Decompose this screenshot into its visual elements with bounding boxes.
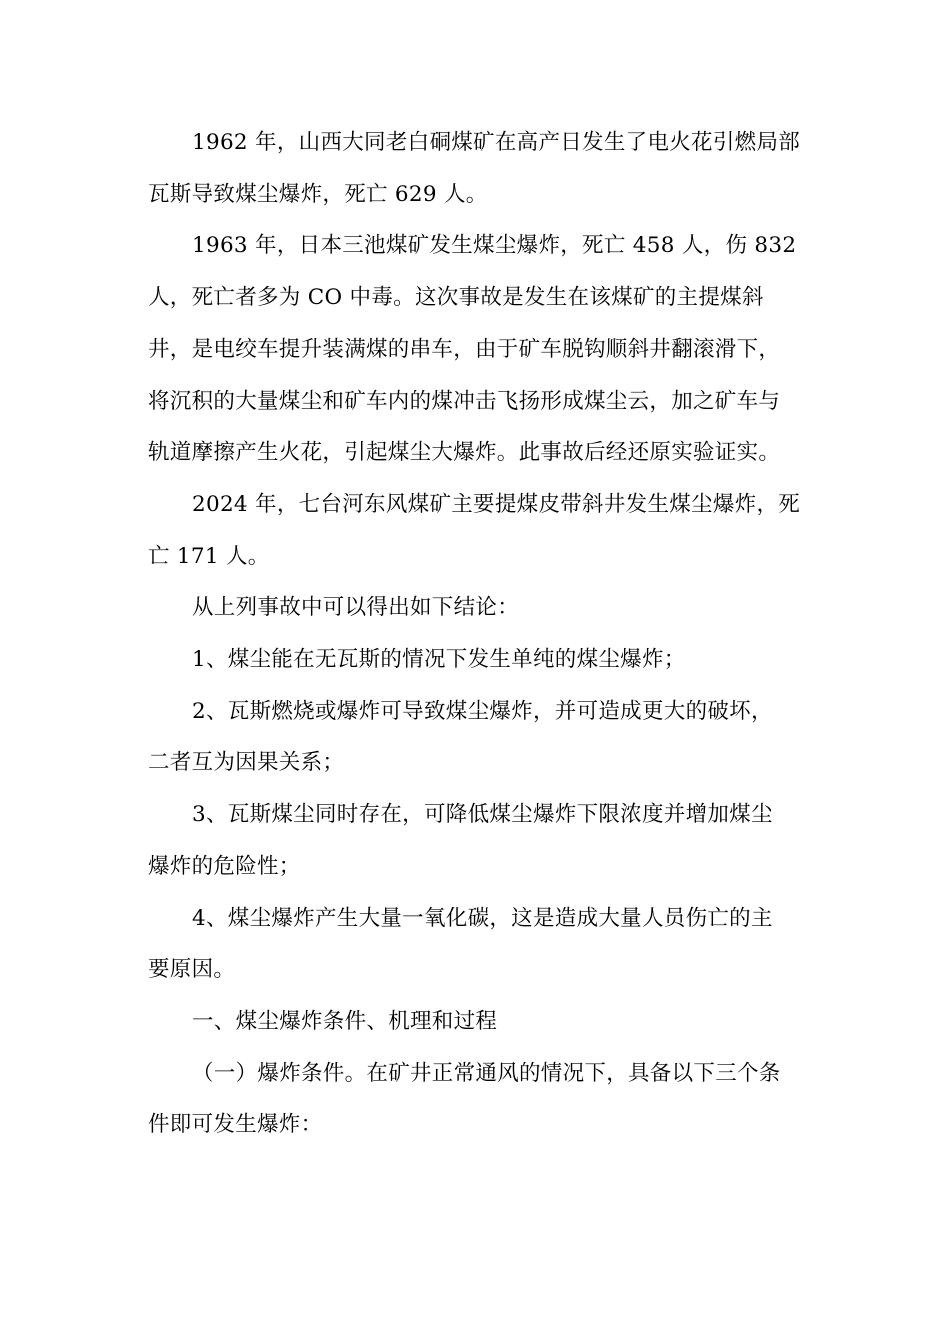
text-line: 要原因。 (148, 957, 236, 983)
conclusion-item-1 (148, 634, 808, 686)
subsection-explosion-conditions (148, 1048, 808, 1151)
text-line: 二者互为因果关系； (148, 750, 345, 776)
paragraph-2024-qitaihe (148, 479, 808, 582)
paragraph-conclusion-intro (148, 582, 808, 634)
text-line: 2024 年，七台河东风煤矿主要提煤皮带斜井发生煤尘爆炸，死 (192, 491, 801, 517)
text-line: 人，死亡者多为 CO 中毒。这次事故是发生在该煤矿的主提煤斜 (148, 285, 764, 311)
text-line: 1963 年，日本三池煤矿发生煤尘爆炸，死亡 458 人，伤 832 (192, 233, 797, 259)
section-heading-1 (148, 996, 808, 1048)
text-line: （一）爆炸条件。在矿井正常通风的情况下，具备以下三个条 (192, 1060, 781, 1086)
text-line: 瓦斯导致煤尘爆炸，死亡 629 人。 (148, 181, 488, 207)
text-line: 3、瓦斯煤尘同时存在，可降低煤尘爆炸下限浓度并增加煤尘 (192, 802, 773, 828)
text-line: 爆炸的危险性； (148, 853, 301, 879)
conclusion-item-2 (148, 686, 808, 789)
text-line: 亡 171 人。 (148, 543, 270, 569)
section-heading-text: 一、煤尘爆炸条件、机理和过程 (192, 1008, 498, 1034)
paragraph-1963-miike (148, 220, 808, 479)
document-body (148, 117, 808, 1151)
paragraph-1962-datong (148, 117, 808, 220)
text-line: 2、瓦斯燃烧或爆炸可导致煤尘爆炸，并可造成更大的破坏， (192, 698, 773, 724)
conclusion-item-4 (148, 893, 808, 996)
text-line: 1、煤尘能在无瓦斯的情况下发生单纯的煤尘爆炸； (192, 647, 686, 673)
text-line: 件即可发生爆炸： (148, 1112, 323, 1138)
text-line: 轨道摩擦产生火花，引起煤尘大爆炸。此事故后经还原实验证实。 (148, 440, 781, 466)
text-line: 从上列事故中可以得出如下结论： (192, 595, 520, 621)
text-line: 井，是电绞车提升装满煤的串车，由于矿车脱钩顺斜井翻滚滑下， (148, 336, 781, 362)
text-line: 4、煤尘爆炸产生大量一氧化碳，这是造成大量人员伤亡的主 (192, 905, 773, 931)
text-line: 将沉积的大量煤尘和矿车内的煤冲击飞扬形成煤尘云，加之矿车与 (148, 388, 781, 414)
text-line: 1962 年，山西大同老白硐煤矿在高产日发生了电火花引燃局部 (192, 130, 801, 155)
conclusion-item-3 (148, 789, 808, 892)
